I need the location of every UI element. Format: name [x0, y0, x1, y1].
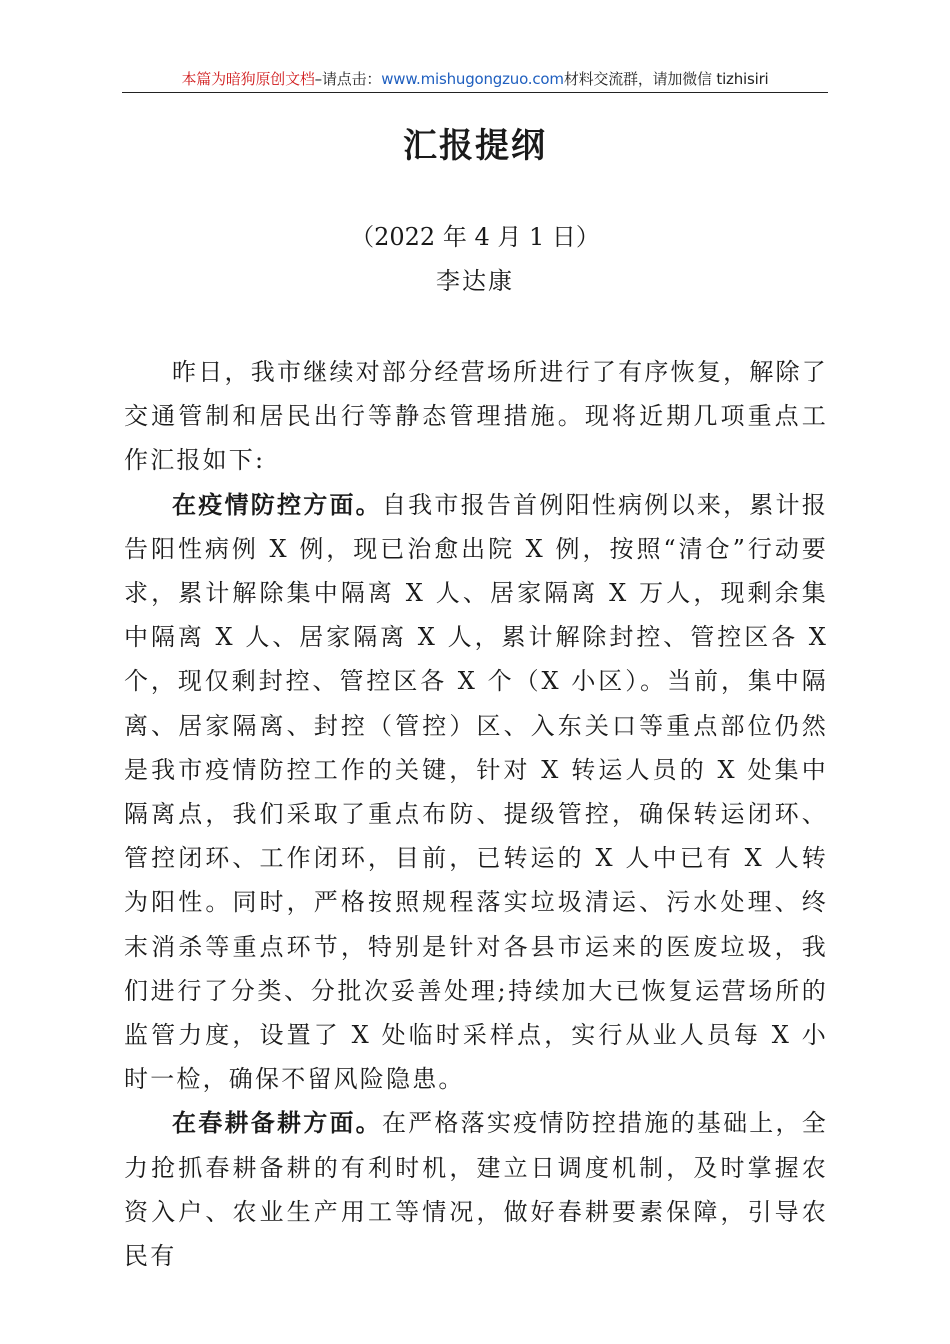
header-link[interactable]: www.mishugongzuo.com: [381, 70, 564, 88]
document-body: [124, 350, 828, 1278]
header-click-prefix: –请点击：: [314, 70, 382, 88]
page-header: [122, 66, 828, 93]
document-author: 李达康: [436, 267, 514, 295]
paragraph-text: 自我市报告首例阳性病例以来，累计报告阳性病例 X 例，现已治愈出院 X 例，按照“清仓”行动要求，累计解除集中隔离 X 人、居家隔离 X 万人，现剩余集中隔离 X 人、居家隔离 X 人，累计解除封控、管控区各 X 个，现仅剩封控、管控区各 X 个（X 小区）。当前，集中隔离、居家隔离、封控（管控）区、入东关口等重点部位仍然是我市疫情防控工作的关键，针对 X 转运人员的 X 处集中隔离点，我们采取了重点布防、提级管控，确保转运闭环、管控闭环、工作闭环，目前，已转运的 X 人中已有 X 人转为阳性。同时，严格按照规程落实垃圾清运、污水处理、终末消杀等重点环节，特别是针对各县市运来的医废垃圾，我们进行了分类、分批次妥善处理;持续加大已恢复运营场所的监管力度，设置了 X 处临时采样点，实行从业人员每 X 小时一检，确保不留风险隐患。: [124, 490, 828, 1094]
document-title: 汇报提纲: [403, 126, 547, 166]
header-notice: 本篇为暗狗原创文档: [181, 70, 315, 88]
document-date: （2022 年 4 月 1 日）: [350, 223, 600, 251]
paragraph-lead: 在疫情防控方面。: [172, 490, 382, 519]
paragraph-epidemic-control: [124, 483, 828, 1102]
paragraph-spring-farming: [124, 1101, 828, 1278]
header-suffix: 材料交流群，请加微信 tizhisiri: [563, 70, 769, 88]
paragraph-lead: 在春耕备耕方面。: [172, 1109, 382, 1138]
paragraph-text: 昨日，我市继续对部分经营场所进行了有序恢复，解除了交通管制和居民出行等静态管理措施。现将近期几项重点工作汇报如下:: [124, 358, 828, 475]
paragraph-text: 在严格落实疫情防控措施的基础上，全力抢抓春耕备耕的有利时机，建立日调度机制，及时掌握农资入户、农业生产用工等情况，做好春耕要素保障，引导农民有: [124, 1109, 828, 1271]
paragraph-intro: [124, 350, 828, 483]
